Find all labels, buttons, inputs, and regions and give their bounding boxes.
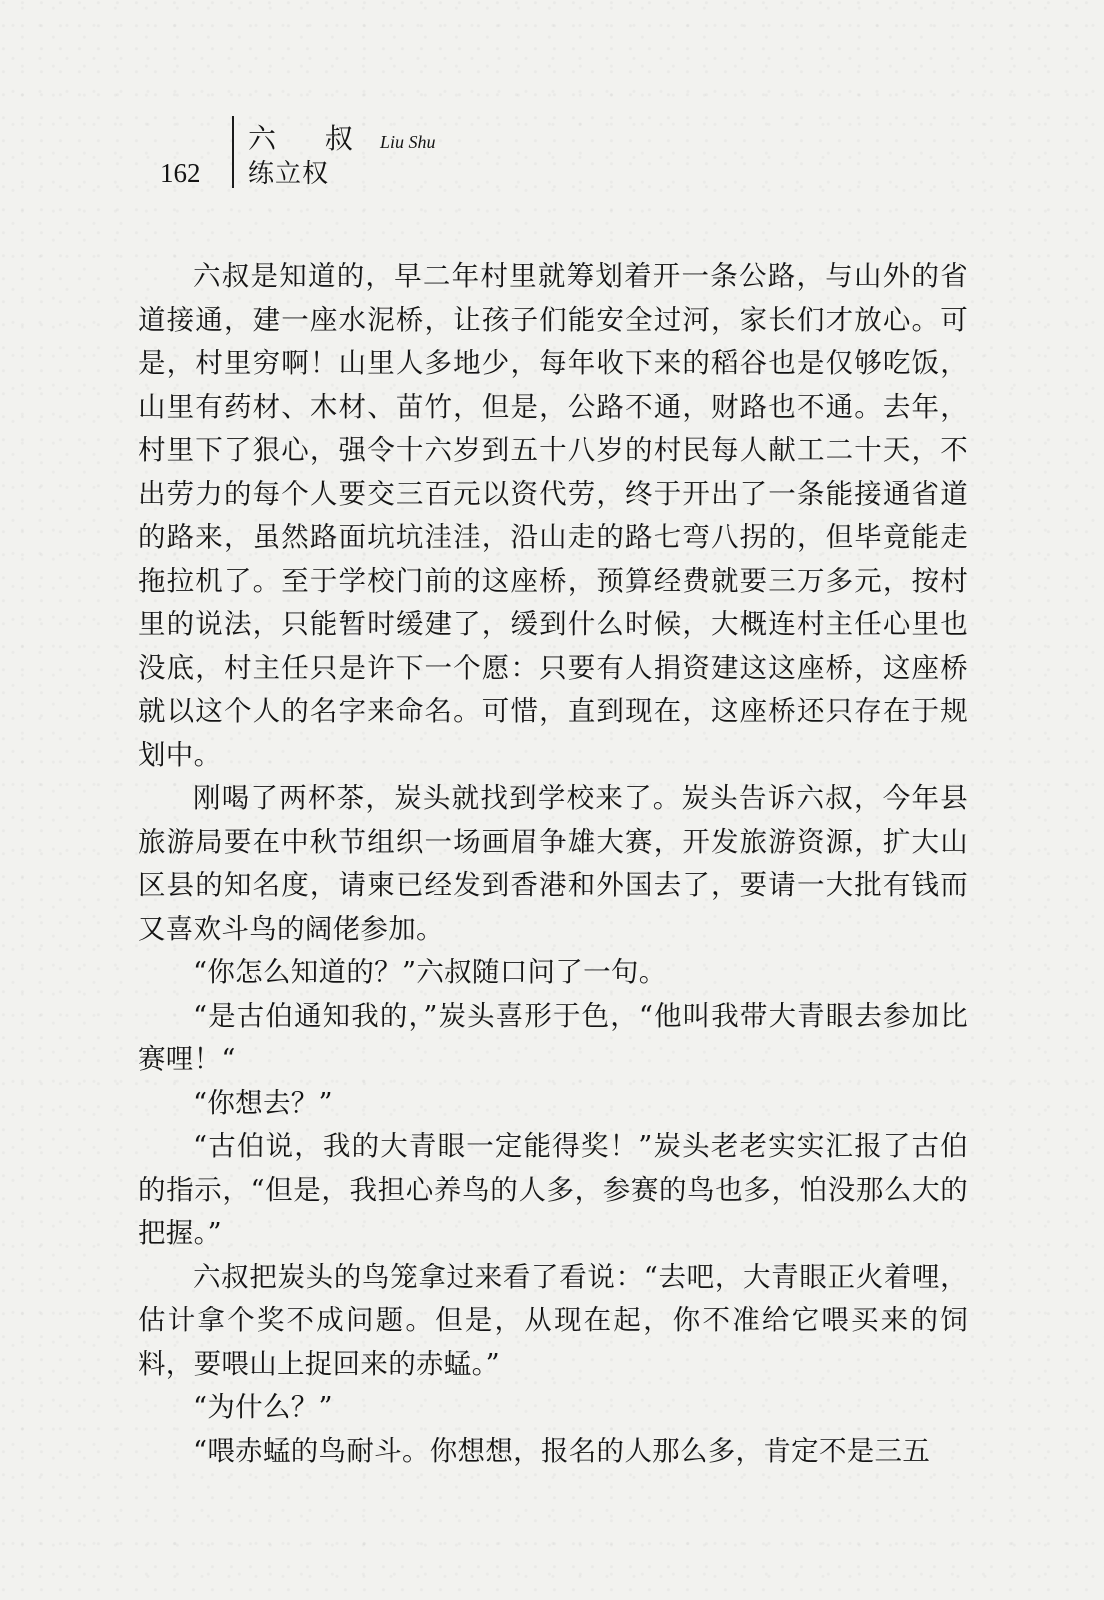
header-divider — [232, 116, 234, 188]
paragraph-8: “为什么？” — [193, 1391, 333, 1423]
paragraph-6: “古伯说，我的大青眼一定能得奖！”炭头老老实实汇报了古伯的指示，“但是，我担心养鸟的人多，参赛的鸟也多，怕没那么大的把握。” — [138, 1130, 968, 1249]
story-title-chinese: 六 叔 — [248, 122, 373, 155]
story-title-pinyin: Liu Shu — [380, 132, 436, 152]
paragraph-5: “你想去？” — [193, 1086, 333, 1119]
paragraph-4: “是古伯通知我的，”炭头喜形于色，“他叫我带大青眼去参加比赛哩！“ — [138, 999, 968, 1075]
paragraph-3: “你怎么知道的？”六叔随口问了一句。 — [193, 956, 667, 988]
paragraph-1: 六叔是知道的，早二年村里就筹划着开一条公路，与山外的省道接通，建一座水泥桥，让孩子们能安全过河，家长们才放心。可是，村里穷啊！山里人多地少，每年收下来的稻谷也是仅够吃饭，山里有药材、木材、苗竹，但是，公路不通，财路也不通。去年，村里下了狠心，强令十六岁到五十八岁的村民每人献工二十天，不出劳力的每个人要交三百元以资代劳，终于开出了一条能接通省道的路来，虽然路面坑坑洼洼，沿山走的路七弯八拐的，但毕竟能走拖拉机了。至于学校门前的这座桥，预算经费就要三万多元，按村里的说法，只能暂时缓建了，缓到什么时候，大概连村主任心里也没底，村主任只是许下一个愿：只要有人捐资建这这座桥，这座桥就以这个人的名字来命名。可惜，直到现在，这座桥还只存在于规划中。 — [138, 260, 968, 771]
running-header — [160, 111, 480, 193]
author-name: 练立权 — [248, 159, 330, 189]
paragraph-2: 刚喝了两杯茶，炭头就找到学校来了。炭头告诉六叔，今年县旅游局要在中秋节组织一场画眉争雄大赛，开发旅游资源，扩大山区县的知名度，请柬已经发到香港和外国去了，要请一大批有钱而又喜欢斗鸟的阔佬参加。 — [138, 782, 968, 945]
story-title — [248, 117, 436, 157]
body-text — [138, 255, 968, 1473]
paragraph-9: “喂赤蜢的鸟耐斗。你想想，报名的人那么多，肯定不是三五 — [193, 1434, 931, 1467]
paragraph-7: 六叔把炭头的鸟笼拿过来看了看说：“去吧，大青眼正火着哩，估计拿个奖不成问题。但是，从现在起，你不准给它喂买来的饲料，要喂山上捉回来的赤蜢。” — [138, 1260, 968, 1380]
page-number: 162 — [160, 158, 201, 188]
